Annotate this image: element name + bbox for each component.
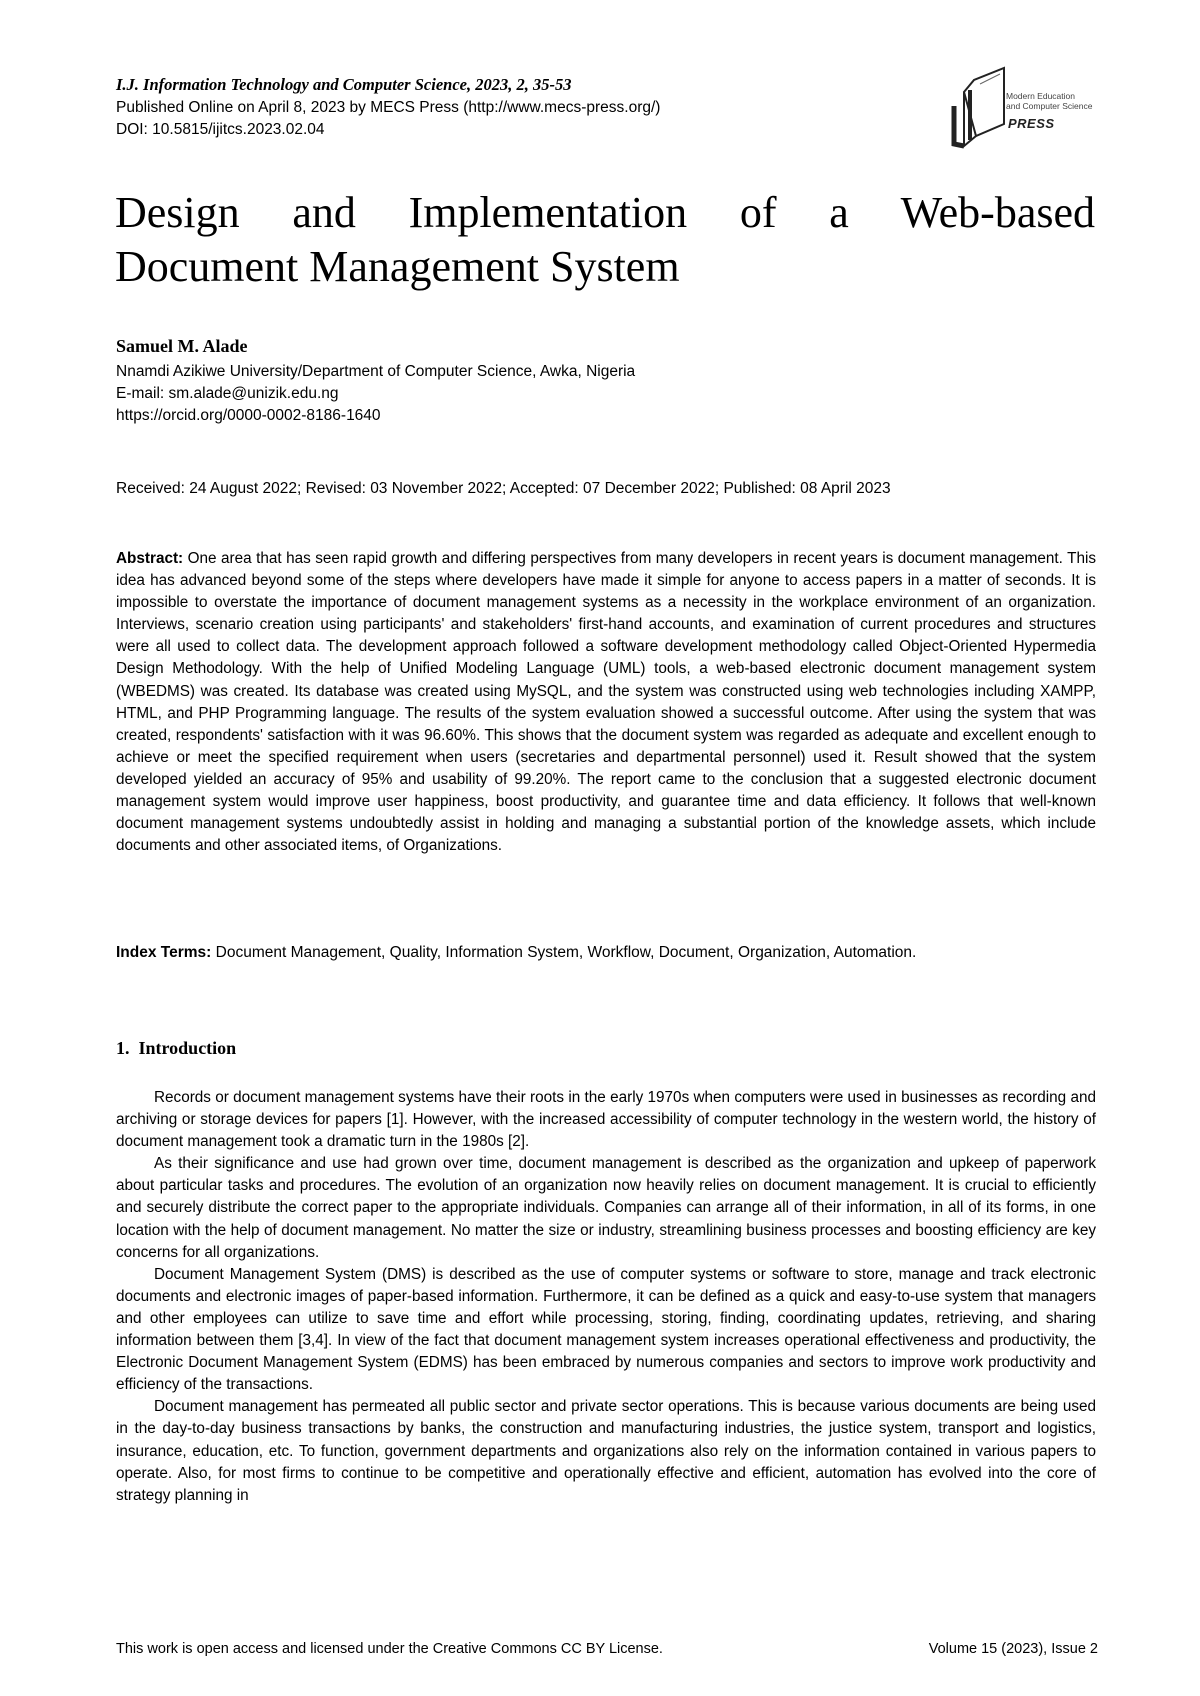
paragraph: Document management has permeated all public sector and private sector operations. This is because various documents are being used in the day-to-day business transactions by banks, the construction and manufacturing industries, the justice system, transport and logistics, insurance, education, etc. To function, government departments and organizations also rely on the information contained in various papers to operate. Also, for most firms to continue to be competitive and operationally effective and efficient, automation has evolved into the core of strategy planning in [116, 1398, 1096, 1504]
index-terms-label: Index Terms: [116, 944, 212, 961]
book-icon [950, 62, 1010, 150]
logo-wordmark: Modern Education and Computer Science [1006, 91, 1093, 111]
paragraph: Records or document management systems have their roots in the early 1970s when computers were used in businesses as recording and archiving or storage devices for papers [1]. However, with the increased accessibility of computer technology in the western world, the history of document management took a dramatic turn in the 1980s [2]. [116, 1089, 1096, 1151]
section-heading: 1. Introduction [116, 1038, 237, 1058]
introduction-body [116, 1087, 1096, 1507]
publication-line: Published Online on April 8, 2023 by MECS Press (http://www.mecs-press.org/) [116, 99, 661, 116]
author-email: E-mail: sm.alade@unizik.edu.ng [116, 385, 339, 402]
index-terms [116, 942, 1096, 964]
author-orcid: https://orcid.org/0000-0002-8186-1640 [116, 407, 381, 424]
journal-citation: I.J. Information Technology and Computer Science, 2023, 2, 35-53 [116, 75, 572, 94]
abstract-label: Abstract: [116, 550, 184, 567]
logo-press: PRESS [1008, 116, 1055, 131]
paragraph: As their significance and use had grown over time, document management is described as the organization and upkeep of paperwork about particular tasks and procedures. The evolution of an organization now heavily relies on document management. It is crucial to efficiently and securely distribute the correct paper to the appropriate individuals. Companies can arrange all of their information, in all of its forms, in one location with the help of document management. No matter the size or industry, streamlining business processes and boosting efficiency are key concerns for all organizations. [116, 1155, 1096, 1261]
paper-title: Design and Implementation of a Web-based Document Management System [115, 188, 1095, 291]
abstract-text: One area that has seen rapid growth and differing perspectives from many developers in recent years is document management. This idea has advanced beyond some of the steps where developers have made it simple for anyone to access papers in a matter of seconds. It is impossible to overstate the importance of document management systems as a necessity in the workplace environment of an organization. Interviews, scenario creation using participants' and stakeholders' first-hand accounts, and examination of current procedures and structures were all used to collect data. The development approach followed a software development methodology called Object-Oriented Hypermedia Design Methodology. With the help of Unified Modeling Language (UML) tools, a web-based electronic document management system (WBEDMS) was created. Its database was created using MySQL, and the system was constructed using web technologies including XAMPP, HTML, and PHP Programming language. The results of the system evaluation showed a successful outcome. After using the system that was created, respondents' satisfaction with it was 96.60%. This shows that the document system was regarded as adequate and excellent enough to achieve or meet the specified requirement when users (secretaries and departmental personnel) used it. Result showed that the system developed yielded an accuracy of 95% and usability of 99.20%. The report came to the conclusion that a suggested electronic document management system would improve user happiness, boost productivity, and guarantee time and data efficiency. It follows that well-known document management systems undoubtedly assist in holding and managing a substantial portion of the knowledge assets, which include documents and other associated items, of Organizations. [116, 550, 1097, 855]
publication-dates: Received: 24 August 2022; Revised: 03 November 2022; Accepted: 07 December 2022; Published: 08 April 2023 [116, 480, 891, 497]
license-footer: This work is open access and licensed under the Creative Commons CC BY License. [116, 1641, 663, 1657]
paragraph: Document Management System (DMS) is described as the use of computer systems or software to store, manage and track electronic documents and electronic images of paper-based information. Furthermore, it can be defined as a quick and easy-to-use system that managers and other employees can utilize to save time and effort while processing, storing, finding, coordinating updates, retrieving, and sharing information between them [3,4]. In view of the fact that document management system increases operational effectiveness and productivity, the Electronic Document Management System (EDMS) has been embraced by numerous companies and sectors to improve work productivity and efficiency of the transactions. [116, 1265, 1096, 1394]
author-name: Samuel M. Alade [116, 336, 248, 356]
index-terms-text: Document Management, Quality, Information System, Workflow, Document, Organization, Automation. [215, 944, 917, 961]
doi-line: DOI: 10.5815/ijitcs.2023.02.04 [116, 121, 325, 138]
volume-footer: Volume 15 (2023), Issue 2 [928, 1641, 1098, 1657]
abstract [116, 548, 1096, 857]
mecs-press-logo [950, 62, 1100, 150]
author-affiliation: Nnamdi Azikiwe University/Department of Computer Science, Awka, Nigeria [116, 363, 636, 380]
